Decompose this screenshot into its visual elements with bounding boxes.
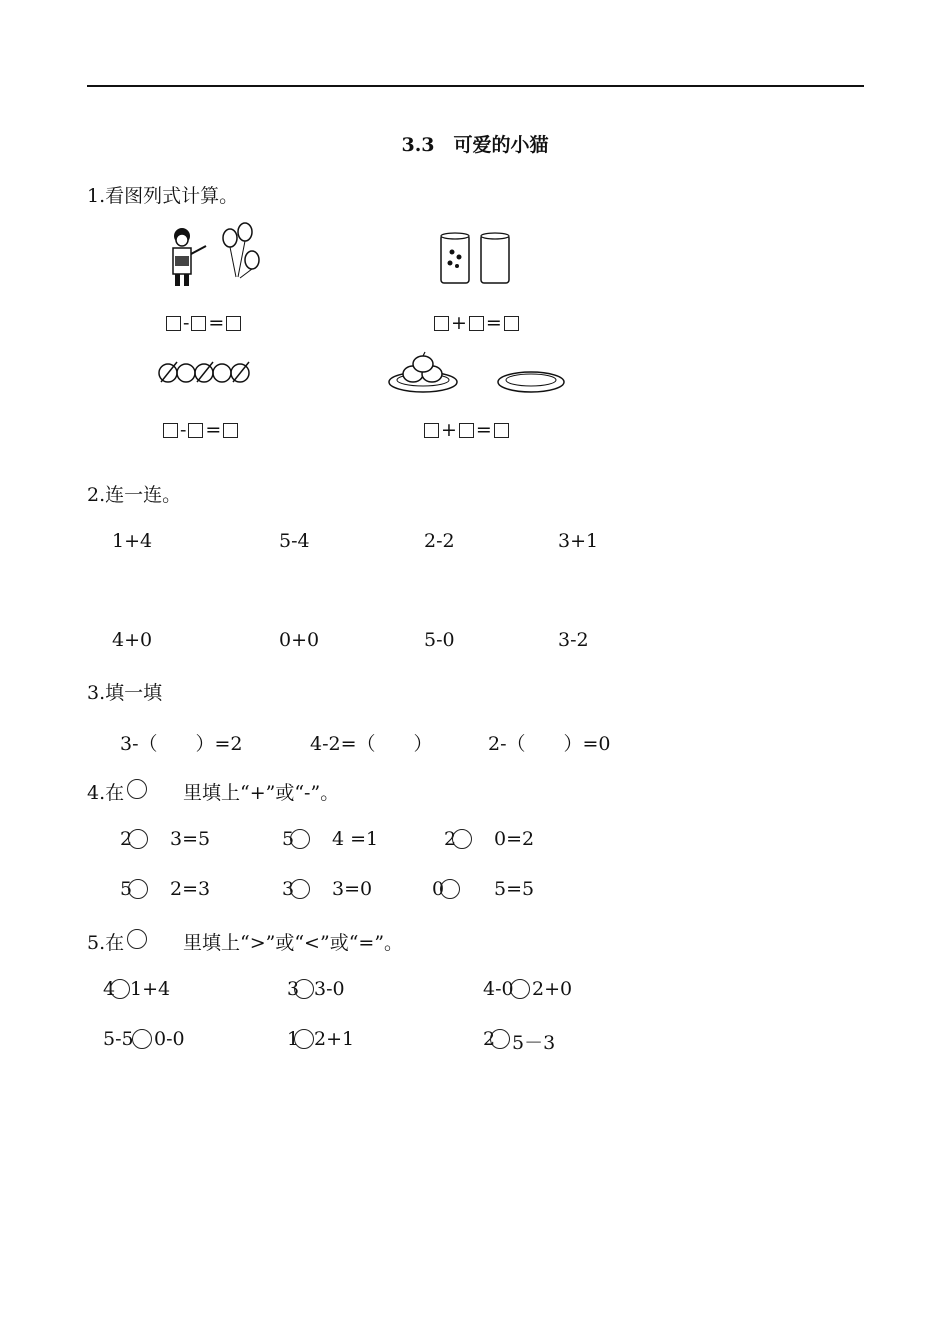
operator: - — [183, 312, 190, 334]
q4-item-2-b: 4 =1 — [332, 828, 379, 850]
q5-item-3-b: 2+0 — [532, 978, 573, 1000]
sample-circle-icon — [127, 779, 147, 799]
q4-item-4-a: 5 — [120, 878, 133, 900]
answer-box[interactable] — [191, 316, 206, 331]
operator: - — [180, 419, 187, 441]
answer-box[interactable] — [504, 316, 519, 331]
match-bottom-3[interactable]: 5-0 — [424, 629, 455, 651]
q5-item-6-b: 5－3 — [512, 1032, 556, 1054]
plates-picture — [388, 350, 568, 400]
q4-label-post: 里填上“+”或“-”。 — [183, 782, 340, 804]
q1-equation-1 — [166, 312, 241, 334]
answer-box[interactable] — [434, 316, 449, 331]
q5-label-post: 里填上“>”或“<”或“=”。 — [183, 932, 404, 954]
match-top-4[interactable]: 3+1 — [558, 530, 599, 552]
answer-box[interactable] — [163, 423, 178, 438]
q1-equation-4 — [424, 419, 509, 441]
q4-label-pre: 4.在 — [87, 782, 125, 804]
q4-item-4-b: 2=3 — [170, 878, 211, 900]
q4-item-6-b: 5=5 — [494, 878, 535, 900]
answer-box[interactable] — [223, 423, 238, 438]
answer-circle[interactable] — [128, 829, 148, 849]
answer-circle[interactable] — [510, 979, 530, 999]
q5-item-1-b: 1+4 — [130, 978, 171, 1000]
operator: + — [451, 312, 467, 334]
operator: + — [441, 419, 457, 441]
match-bottom-4[interactable]: 3-2 — [558, 629, 589, 651]
page-title: 3.3 可爱的小猫 — [401, 134, 549, 156]
q4-item-1-a: 2 — [120, 828, 133, 850]
q3-label: 3.填一填 — [87, 682, 163, 704]
answer-box[interactable] — [469, 316, 484, 331]
answer-circle[interactable] — [128, 879, 148, 899]
answer-circle[interactable] — [440, 879, 460, 899]
equals-sign: = — [208, 312, 225, 334]
cups-picture — [438, 232, 528, 287]
answer-box[interactable] — [459, 423, 474, 438]
q2-label: 2.连一连。 — [87, 484, 182, 506]
q4-item-3-b: 0=2 — [494, 828, 535, 850]
answer-circle[interactable] — [294, 1029, 314, 1049]
q5-item-5-b: 2+1 — [314, 1028, 355, 1050]
fill-item-3[interactable]: 2-（ ）=0 — [488, 733, 611, 755]
answer-circle[interactable] — [290, 829, 310, 849]
answer-box[interactable] — [188, 423, 203, 438]
q5-item-2-a: 3 — [287, 978, 300, 1000]
header-rule — [87, 85, 864, 87]
match-bottom-1[interactable]: 4+0 — [112, 629, 153, 651]
q4-item-5-b: 3=0 — [332, 878, 373, 900]
q5-item-1-a: 4 — [103, 978, 116, 1000]
q5-item-6-a: 2 — [483, 1028, 496, 1050]
match-top-3[interactable]: 2-2 — [424, 530, 455, 552]
fill-item-1[interactable]: 3-（ ）=2 — [120, 733, 243, 755]
match-bottom-2[interactable]: 0+0 — [279, 629, 320, 651]
match-top-2[interactable]: 5-4 — [279, 530, 310, 552]
q5-item-4-a: 5-5 — [103, 1028, 134, 1050]
q4-item-2-a: 5 — [282, 828, 295, 850]
q4-item-5-a: 3 — [282, 878, 295, 900]
answer-circle[interactable] — [290, 879, 310, 899]
equals-sign: = — [475, 419, 492, 441]
q1-equation-3 — [163, 419, 238, 441]
answer-circle[interactable] — [132, 1029, 152, 1049]
q4-item-1-b: 3=5 — [170, 828, 211, 850]
answer-circle[interactable] — [452, 829, 472, 849]
match-top-1[interactable]: 1+4 — [112, 530, 153, 552]
fill-item-2[interactable]: 4-2=（ ） — [310, 733, 433, 755]
answer-box[interactable] — [166, 316, 181, 331]
answer-box[interactable] — [424, 423, 439, 438]
q4-item-6-a: 0 — [432, 878, 445, 900]
equals-sign: = — [485, 312, 502, 334]
q5-item-4-b: 0-0 — [154, 1028, 185, 1050]
answer-circle[interactable] — [110, 979, 130, 999]
kid-balloons-picture — [160, 222, 270, 290]
answer-circle[interactable] — [490, 1029, 510, 1049]
sample-circle-icon — [127, 929, 147, 949]
q5-item-5-a: 1 — [287, 1028, 300, 1050]
q5-item-2-b: 3-0 — [314, 978, 345, 1000]
q1-label: 1.看图列式计算。 — [87, 185, 239, 207]
q5-label-pre: 5.在 — [87, 932, 125, 954]
q4-item-3-a: 2 — [444, 828, 457, 850]
q1-equation-2 — [434, 312, 519, 334]
equals-sign: = — [205, 419, 222, 441]
q5-item-3-a: 4-0 — [483, 978, 514, 1000]
answer-box[interactable] — [494, 423, 509, 438]
answer-circle[interactable] — [294, 979, 314, 999]
answer-box[interactable] — [226, 316, 241, 331]
crossed-fruits-picture — [157, 358, 253, 386]
